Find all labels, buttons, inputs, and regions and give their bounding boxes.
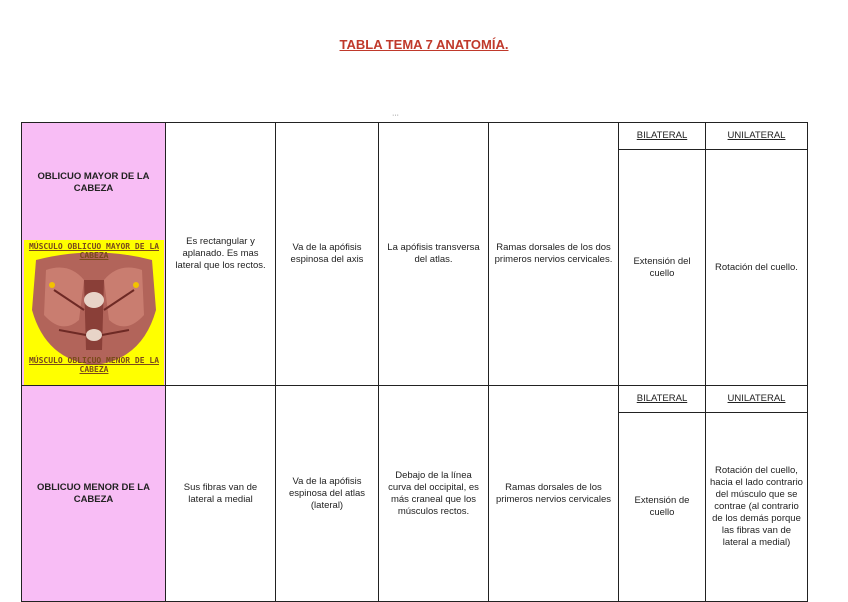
innervation-cell (489, 123, 619, 386)
unilateral-text: Rotación del cuello, hacia el lado contrario del músculo que se contrae (al contrario de los demás porque las fibras van de lateral a medial) (710, 465, 803, 549)
form-cell (166, 386, 276, 602)
unilateral-header: UNILATERAL (706, 386, 808, 413)
insertion-text: La apófisis transversa del atlas. (387, 242, 480, 265)
image-caption-top: MÚSCULO OBLICUO MAYOR DE LA CABEZA (28, 242, 160, 260)
unilateral-header: UNILATERAL (706, 123, 808, 150)
insertion-cell (379, 123, 489, 386)
muscle-cell (22, 123, 166, 386)
bilateral-text: Extensión del cuello (633, 255, 691, 279)
unilateral-cell (706, 150, 808, 386)
bilateral-text: Extensión de cuello (634, 495, 690, 519)
anatomy-table (21, 122, 808, 602)
innervation-text: Ramas dorsales de los primeros nervios cervicales (495, 481, 612, 505)
stray-mark: ··· (392, 112, 399, 119)
muscle-name: OBLICUO MAYOR DE LA CABEZA (37, 171, 150, 194)
image-caption-bottom: MÚSCULO OBLICUO MENOR DE LA CABEZA (28, 356, 160, 374)
origin-cell (276, 123, 379, 386)
muscle-cell (22, 386, 166, 602)
unilateral-cell (706, 413, 808, 602)
form-text: Es rectangular y aplanado. Es mas lateral que los rectos. (175, 236, 266, 271)
form-text: Sus fibras van de lateral a medial (183, 481, 258, 505)
bilateral-cell (619, 413, 706, 602)
document-title: TABLA TEMA 7 ANATOMÍA. (339, 37, 509, 52)
bilateral-header: BILATERAL (619, 123, 706, 150)
insertion-cell (379, 386, 489, 602)
origin-text: Va de la apófisis espinosa del atlas (lateral) (288, 475, 366, 511)
table-row (22, 386, 808, 413)
unilateral-text: Rotación del cuello. (715, 261, 798, 273)
bilateral-cell (619, 150, 706, 386)
insertion-text: Debajo de la línea curva del occipital, es más craneal que los músculos rectos. (388, 469, 479, 517)
innervation-text: Ramas dorsales de los dos primeros nervios cervicales. (494, 242, 613, 265)
origin-cell (276, 386, 379, 602)
innervation-cell (489, 386, 619, 602)
anatomy-image (24, 240, 164, 385)
origin-text: Va de la apófisis espinosa del axis (290, 242, 364, 265)
table-row (22, 123, 808, 150)
muscle-name: OBLICUO MENOR DE LA CABEZA (37, 481, 150, 505)
bilateral-header: BILATERAL (619, 386, 706, 413)
form-cell (166, 123, 276, 386)
